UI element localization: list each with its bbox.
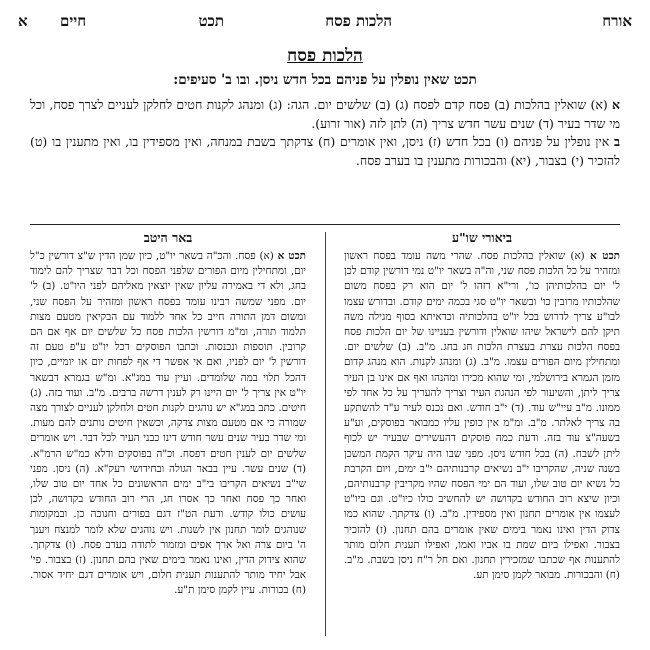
paragraph-text: אין נופלין על פניהם (ו) בכל חדש (ז) ניסן, ואין אומרים (ח) צדקתך בשבת במנחה, ואין מספידין בו, ואין מתענין בו (ט) להזכיר (י) בצבור, (יא) והבכורות מתענין בו בערב פסח. [30,134,620,169]
column-title: ביאורי שו"ע [452,230,512,245]
commentary-text: (א) פסח. והכ"ה בשאר יו"ט, כיון שמן הדין ש"צ דורשין כ"ל יום, ומתחילין מיום הפורים שלפני הפסח וכל דבר שצריך להם לימוד בחג, ולא די באמירה עליון שאין יוצאין מאליהם לפני היו"ט. (ב) ל' יום. מפני שמשה רבינו עומד בפסח ראשון ומזהיר על הפסח שני, ומשום דמן התורה חייב כל אחד ללמוד עם הבקיאין מטעם מצות תלמוד תורה, ומ"מ דורשין הלכות פסח כל שלשים יום אף אם הם קרובין. תוספות ונכנסות. וכתבו הפוסקים דכל יו"ט ע"פ טעם זה דורשין ל' יום לפניו, ואם אי אפשר די אף לפחות יום או יומיים, כיון דהכל תלוי במה שלומדים. ועיין עוד במג"א. ומ"ש בגמרא דבשאר יו"ט אין צריך ל' יום היינו רק לענין דרשה ברבים. מ"ב. ועוד בזה. (ג) חיטים. כתב במג"א יש נוהגים לקנות חטים ולחלקן לעניים לצורך מצה שמורה כי אם מטעם מצות צדקה, וכשאין חיטים נותנים להם מעות. ומי שדר בעיר שנים עשר חודש דינו כבני העיר לכל דבר. ויש אומרים שלשים יום לענין חטים דפסח. וכ"ה בפוסקים ודלא כמ"ש הרמ"א. (ד) שנים עשר. עיין בבאר הגולה ובחידושי רעק"א. (ה) ניסן. מפני שי"ב נשיאים הקריבו בי"ב ימים הראשונים כל אחד יום טוב שלו, ואחר כך פסח ואחר כך אסרו חג, הרי רוב החודש בקדושה, לכן עושים כולו קודש. ודעת הט"ז דגם בפורים וחנוכה כן. ובמקומות שנוהגים לומר תחנון אין לשנות. ויש נוהגים שלא לומר למנצח ויענך ה' ביום צרה ואל ארך אפים ומזמור לתודה בערב פסח. (ו) צדקתך. שהוא צידוק הדין, ואינו נאמר בימים שאין בהם תחנון. (ז) בצבור. פי' אבל יחיד מותר להתענות תענית חלום, ויש אומרים דגם יחיד אסור. (ח) בכורות. עיין לקמן סימן ת"ע. [30,250,306,597]
column-body [344,249,620,583]
paragraph-letter: א [611,97,620,112]
column-title: באר היטב [143,230,193,245]
running-header-letter: א [18,12,28,30]
commentary-column-biurei [344,230,620,638]
commentary-text: (א) שואלין בהלכות פסח. שהרי משה עומד בפסח ראשון ומזהיר על כל הלכות פסח שני, וה"ה בשאר יו"ט נמי דורשין קודם לכן ל' יום בהלכותיהן כו', ורי"א דזהו ל' יום הוא רק בפסח משום שהלכותיו מרובין כו' ובשאר יו"ט סגי בכמה ימים קודם. ובדורש עצמו לבו"ע צריך לדרוש בכל יו"ט בהלכותיה וכדאיתא בסוף מגילה משה תיקן להם לישראל שיהו שואלין ודורשין בעניינו של יום הלכות פסח בפסח הלכות עצרת בעצרת הלכות חג בחג. מ"ב. (ב) שלשים יום. ומתחילין מיום הפורים עצמו. מ"ב. (ג) ומנהג לקנות. הוא מנהג קדום מזמן הגמרא בירושלמי, ומי שהוא מכירו ומהנהו ואף אם אינו בן העיר צריך ליתן, והשיעור לפי הנהגת העיר וצריך להעריך על כל אחד לפי ממונו. מ"ב עיי"ש עוד. (ד) י"ב חודש. ואם נכנס לעיר ע"ד להשתקע בה צריך לאלתר. מ"ב. ומ"מ אין כופין עליו כמבואר בפוסקים, וע"ע בשעה"צ עוד בזה. ודעת כמה פוסקים דהעשירים שבעיר יש לכוף ליתן לשבח. (ה) בכל חודש ניסן. מפני שבו היה עיקר הקמת המשכן בשנה שניה, שהקריבו י"ב נשיאים קרבנותיהם י"ב ימים, ויום הקרבת כל נשיא יום טוב שלו, ועוד הם ימי הפסח שהיו מקריבין קרבנותיהם, וכיון שיצא רוב החודש בקדושה יש להחשיב כולו כיו"ט. וגם ביו"ט לעצמו אין אומרים תחנון ואין מספידין. מ"ב. (ו) צדקתך. שהוא כמו צדוק הדין ואינו נאמר בימים שאין אומרים בהם תחנון. (ז) להזכיר בצבור. ואפילו ביום שמת בו אביו ואמו, ואפילו תענית חלום מותר להתענות אף שכתבו שמזכירין תחנון. ואם חל ר"ח ניסן בשבת. מ"ב. (ח) והבכורות. מבואר לקמן סימן תע. [344,250,620,582]
section-title: הלכות פסח [287,46,363,66]
column-divider [325,232,326,636]
running-header-volume: חיים [60,12,87,30]
commentary-column-beer-heitev [30,230,306,638]
paragraph-letter: ב [613,134,620,150]
main-paragraph-1 [30,96,620,133]
commentary-lead: תכט א [277,250,306,262]
main-text [30,96,620,171]
main-paragraph-2 [30,133,620,170]
horizontal-rule [30,224,620,225]
running-header-book: אורח [602,12,632,30]
running-header [18,12,632,36]
siman-heading: תכט שאין נופלין על פניהם בכל חדש ניסן. ובו ב' סעיפים: [173,72,477,88]
column-body [30,249,306,599]
running-header-part: הלכות פסח [325,12,392,30]
commentary-lead: תכט א [590,250,620,262]
running-header-siman: תכט [198,12,224,30]
paragraph-text: (א) שואלין בהלכות (ב) פסח קדם לפסח (ג) (ב) שלשים יום. הגה: (ג) ומנהג לקנות חטים לחלקן לעניים לצרך פסח, וכל מי שדר בעיר (ד) שנים עשר חדש צריך (ה) לתן לזה (אור זרוע). [30,97,620,131]
